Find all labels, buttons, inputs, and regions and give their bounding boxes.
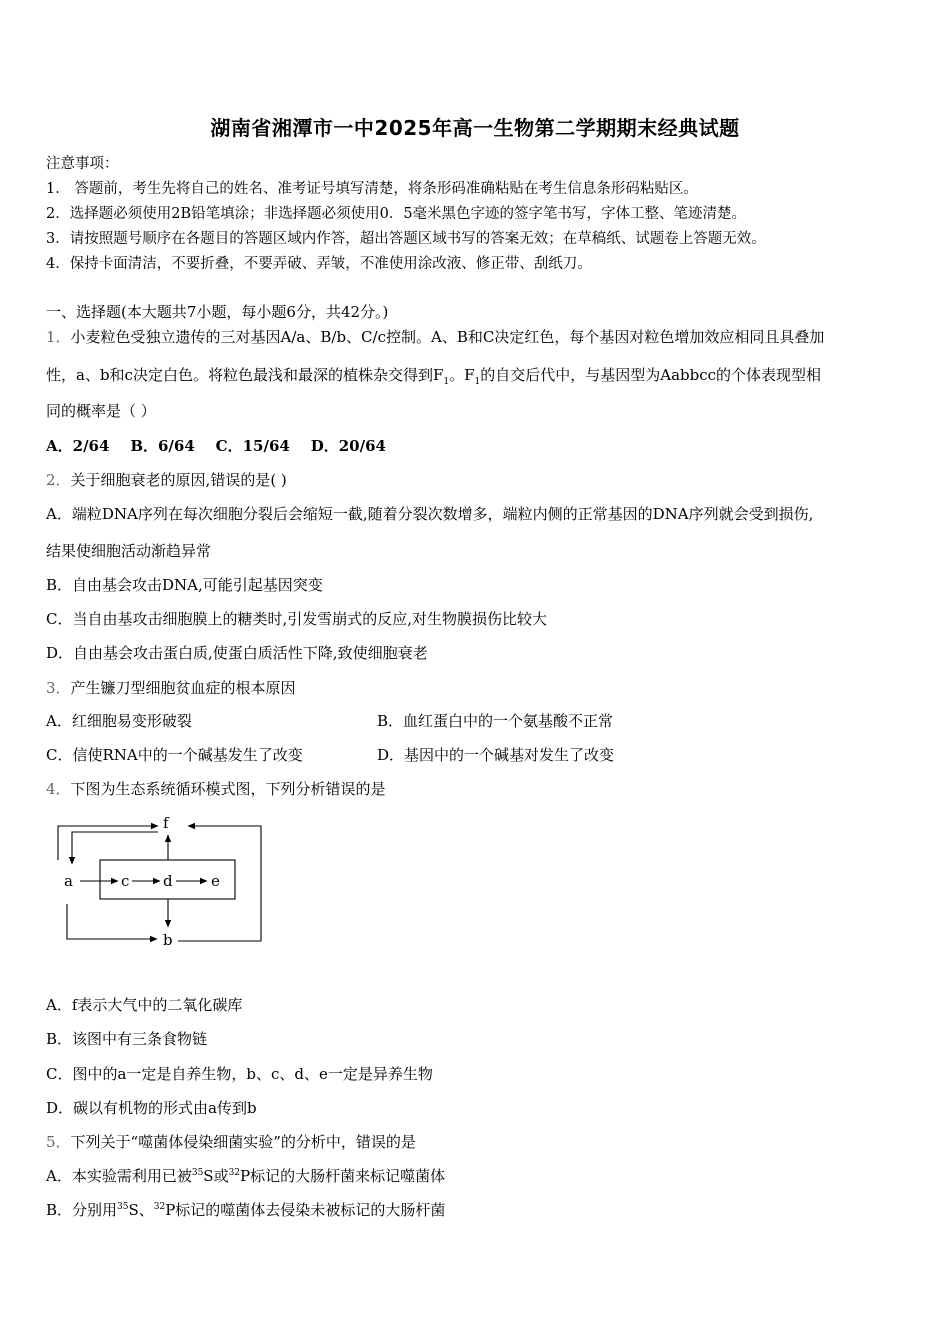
q4-option-c: C．图中的a一定是自养生物，b、c、d、e一定是异养生物 <box>46 1065 433 1083</box>
q2-option-a: A．端粒DNA序列在每次细胞分裂后会缩短一截,随着分裂次数增多，端粒内侧的正常基因的DNA序列就会受到损伤, <box>46 505 814 523</box>
q5-stem: 5．下列关于“噬菌体侵染细菌实验”的分析中，错误的是 <box>46 1133 416 1151</box>
q5-option-a: A．本实验需利用已被$^{35}$S或$^{32}$P标记的大肠杆菌来标记噬菌体 <box>46 1167 446 1185</box>
q2-option-b: B．自由基会攻击DNA,可能引起基因突变 <box>46 576 323 594</box>
diagram-label-d: d <box>163 872 173 890</box>
q2-stem: 2．关于细胞衰老的原因,错误的是( ) <box>46 471 287 489</box>
diagram-label-b: b <box>163 931 173 949</box>
diagram-label-c: c <box>121 872 130 890</box>
notice-item-4: 4．保持卡面清洁，不要折叠，不要弄破、弄皱，不准使用涂改液、修正带、刮纸刀。 <box>46 256 592 272</box>
diagram-label-e: e <box>211 872 220 890</box>
q3-option-c: C．信使RNA中的一个碱基发生了改变 <box>46 746 303 764</box>
q1-line2: 性，a、b和c决定白色。将粒色最浅和最深的植株杂交得到$F_1$。$F_1$的自交后代中，与基因型为Aabbcc的个体表现型相 <box>46 366 822 387</box>
notice-item-2: 2．选择题必须使用2B铅笔填涂；非选择题必须使用0．5毫米黑色字迹的签字笔书写，字体工整、笔迹清楚。 <box>46 206 747 222</box>
q2-option-a-cont: 结果使细胞活动渐趋异常 <box>46 542 212 560</box>
q3-option-b: B．血红蛋白中的一个氨基酸不正常 <box>377 712 614 730</box>
q5-option-b: B．分别用$^{35}$S、$^{32}$P标记的噬菌体去侵染未被标记的大肠杆菌 <box>46 1201 446 1219</box>
q1-line1: 1．小麦粒色受独立遗传的三对基因A/a、B/b、C/c控制。A、B和C决定红色，每个基因对粒色增加效应相同且具叠加 <box>46 328 825 346</box>
notice-heading: 注意事项： <box>46 156 119 172</box>
q4-stem: 4．下图为生态系统循环模式图，下列分析错误的是 <box>46 780 386 798</box>
q2-option-c: C．当自由基攻击细胞膜上的糖类时,引发雪崩式的反应,对生物膜损伤比较大 <box>46 610 548 628</box>
diagram-label-a: a <box>64 872 73 890</box>
q4-option-b: B．该图中有三条食物链 <box>46 1030 208 1048</box>
q3-stem: 3．产生镰刀型细胞贫血症的根本原因 <box>46 679 296 697</box>
q1-options: A．2/64 B．6/64 C．15/64 D．20/64 <box>46 437 386 455</box>
page-title: 湖南省湘潭市一中2025年高一生物第二学期期末经典试题 <box>210 116 740 140</box>
q1-line3: 同的概率是（ ） <box>46 402 156 420</box>
q3-option-d: D．基因中的一个碱基对发生了改变 <box>377 746 615 764</box>
q3-option-a: A．红细胞易变形破裂 <box>46 712 192 730</box>
q4-option-a: A．f表示大气中的二氧化碳库 <box>46 996 243 1014</box>
ecosystem-cycle-diagram <box>50 808 280 958</box>
notice-item-1: 1． 答题前，考生先将自己的姓名、准考证号填写清楚，将条形码准确粘贴在考生信息条形码粘贴区。 <box>46 181 698 197</box>
q1-number: 1． <box>46 328 71 346</box>
q4-option-d: D．碳以有机物的形式由a传到b <box>46 1099 257 1117</box>
notice-item-3: 3．请按照题号顺序在各题目的答题区域内作答，超出答题区域书写的答案无效；在草稿纸、试题卷上答题无效。 <box>46 231 766 247</box>
q2-option-d: D．自由基会攻击蛋白质,使蛋白质活性下降,致使细胞衰老 <box>46 644 428 662</box>
section-heading: 一、选择题(本大题共7小题，每小题6分，共42分。) <box>46 303 389 321</box>
diagram-label-f: f <box>163 814 169 832</box>
